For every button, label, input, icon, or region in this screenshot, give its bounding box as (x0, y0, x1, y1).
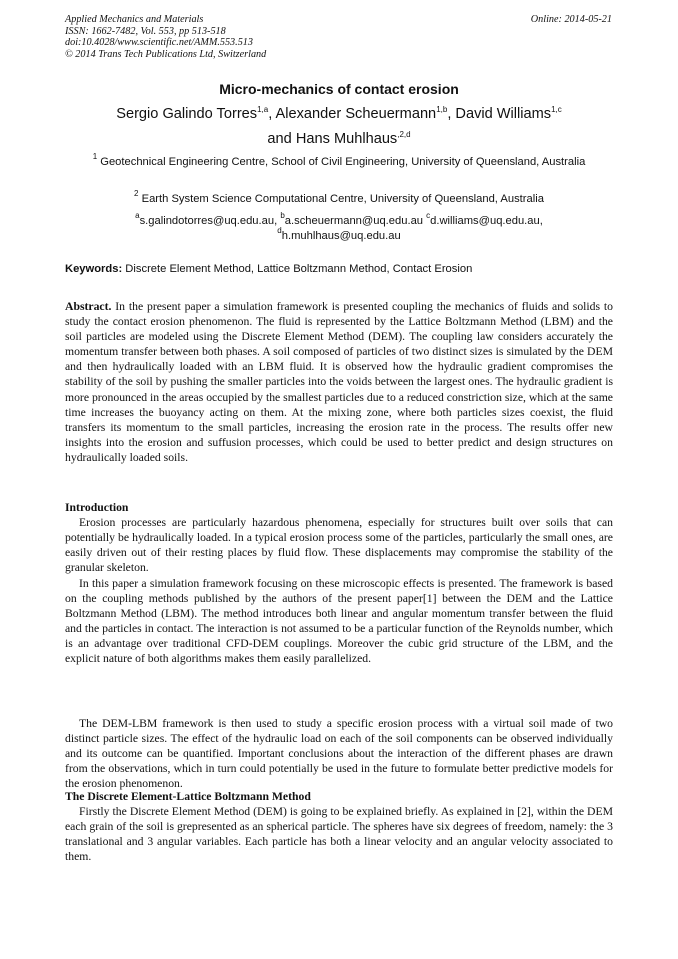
online-date: Online: 2014-05-21 (530, 14, 612, 25)
keywords-label: Keywords: (65, 263, 123, 275)
author-sup: ,2,d (397, 130, 411, 139)
email-link[interactable]: a.scheuermann@uq.edu.au (284, 215, 427, 227)
journal-name: Applied Mechanics and Materials (65, 14, 204, 25)
abstract-text: In the present paper a simulation framework is presented coupling the mechanics of fluids and solids to study the contact erosion phenomenon. The fluid is represented by the Lattice Boltzmann Method (LBM) and the soil particles are modeled using the Discrete Element Method (DEM). The coupling law considers accurately the momentum transfer between both phases. A soil composed of particles of two distinct sizes is simulated by the DEM and then hydraulically loaded with an LBM fluid. It is observed how the hydraulic gradient compromises the stability of the soil by pushing the smaller particles into the voids between the largest ones. The hydraulic gradient is more pronounced in the areas occupied by the smallest particles due to a reduced constriction size, which at the same time increases the buoyancy acting on them. At the mixing zone, where both particles sizes coexist, the fluid transfers its momentum to the small particles, increasing the erosion rate in the process. The results offer new insights into the erosion and suffusion processes, which could be used to better predict and design structures on hydraulically loaded soils. (65, 300, 613, 464)
issn: ISSN: 1662-7482, Vol. 553, pp 513-518 (65, 25, 226, 37)
author-name: Sergio Galindo Torres (116, 106, 258, 122)
email-link[interactable]: h.muhlhaus@uq.edu.au (281, 230, 401, 242)
author-name: and Hans Muhlhaus (267, 131, 398, 147)
copyright: © 2014 Trans Tech Publications Ltd, Switzerland (65, 48, 267, 60)
affiliation-1: $^1$ Geotechnical Engineering Centre, School of Civil Engineering, University of Queensland, Australia (92, 152, 586, 168)
abstract (65, 299, 613, 465)
email-link[interactable]: d.williams@uq.edu.au, (430, 215, 543, 227)
author-sup: 1,a (257, 105, 269, 114)
paragraph: Erosion processes are particularly hazardous phenomena, especially for structures built over soils that can potentially be hydraulically loaded. In a typical erosion process some of the particles, particularly the small ones, are easily driven out of their resting places by fluid flow. These displacements may compromise the stability of the granular skeleton. (65, 516, 613, 575)
section-heading: Introduction (65, 501, 129, 514)
author-name: Alexander Scheuermann (275, 106, 437, 122)
section-heading: The Discrete Element-Lattice Boltzmann Method (65, 790, 311, 803)
paragraph: The DEM-LBM framework is then used to study a specific erosion process with a virtual soil made of two distinct particle sizes. The effect of the hydraulic load on each of the soil components can be observed individually and its outcome can be quantified. Important conclusions about the interaction of the different phases are drawn from the observations, which in turn could potentially be used in the future to formulate better predictive models for the erosion phenomenon. (65, 717, 613, 791)
paper-title: Micro-mechanics of contact erosion (219, 81, 459, 97)
author-name: David Williams (455, 106, 552, 122)
affiliation-2: $^2$ Earth System Science Computational Centre, University of Queensland, Australia (134, 189, 544, 205)
paragraph: Firstly the Discrete Element Method (DEM) is going to be explained briefly. As explained in [2], within the DEM each grain of the soil is grepresented as an spherical particle. The spheres have six degrees of freedom, namely: the 3 translational and 3 angular variables. Each particle has both a linear velocity and an angular velocity associated to them. (65, 805, 613, 864)
email-link[interactable]: s.galindotorres@uq.edu.au, (139, 215, 281, 227)
author-list: Sergio Galindo Torres$^{1,a}$, Alexander Scheuermann$^{1,b}$, David Williams$^{1,c}$ and Hans Muhlhaus$^{,2,d}$ (116, 105, 562, 147)
doi: doi:10.4028/www.scientific.net/AMM.553.513 (65, 37, 253, 49)
author-emails: $^a$s.galindotorres@uq.edu.au, $^b$a.scheuermann@uq.edu.au $^c$d.williams@uq.edu.au, $^d$h.muhlhaus@uq.edu.au (135, 211, 543, 242)
journal-header (65, 14, 266, 60)
author-sup: 1,c (551, 105, 562, 114)
keywords-text: Discrete Element Method, Lattice Boltzmann Method, Contact Erosion (122, 263, 473, 275)
keywords (65, 262, 613, 276)
abstract-label: Abstract. (65, 300, 112, 313)
paragraph: In this paper a simulation framework focusing on these microscopic effects is presented. The framework is based on the coupling methods published by the authors of the present paper[1] between the DEM and the Lattice Boltzmann Method (LBM). The method introduces both linear and angular momentum transfer between the fluid and the particles in contact. The interaction is not assumed to be a particular function of the Reynolds number, which is an advantage over traditional CFD-DEM couplings. Moreover the cubic grid structure of the LBM, and the explicit nature of both algorithms makes them easily parallelized. (65, 577, 613, 666)
author-sup: 1,b (436, 105, 448, 114)
